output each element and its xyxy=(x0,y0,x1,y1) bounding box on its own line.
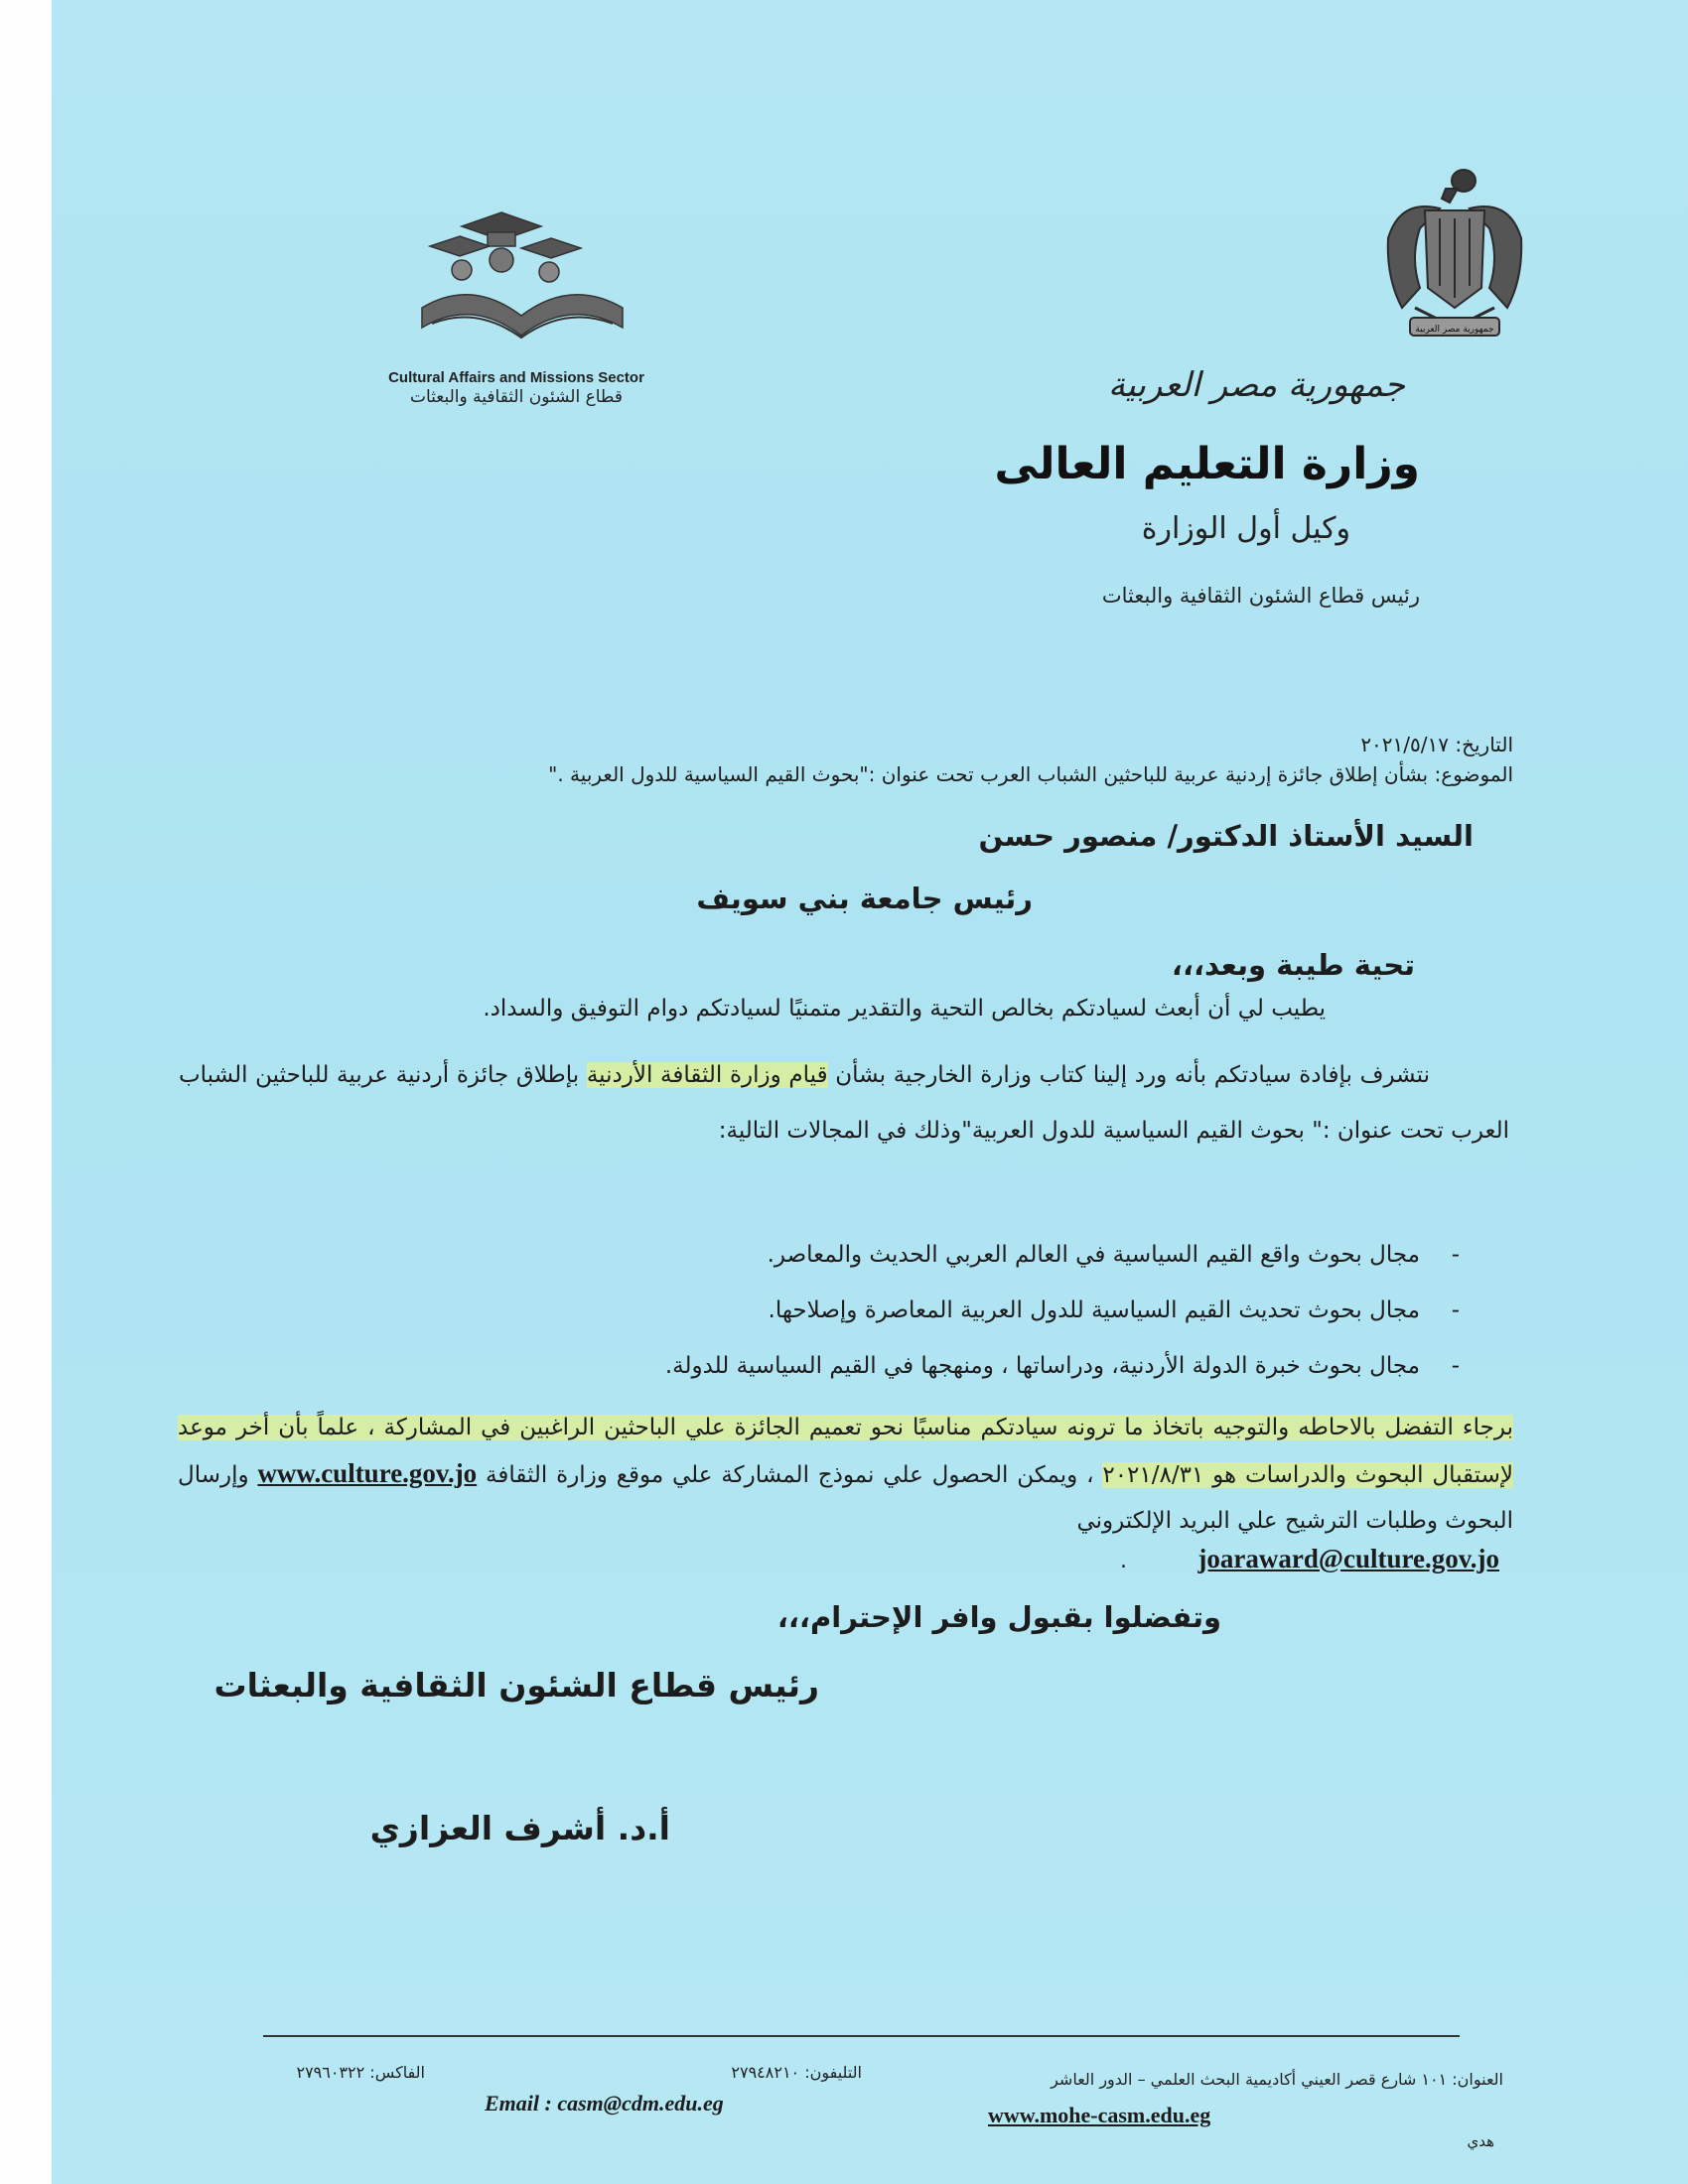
egypt-eagle-emblem-icon xyxy=(1380,159,1529,347)
sector-head-heading: رئيس قطاع الشئون الثقافية والبعثات xyxy=(1101,584,1420,608)
list-item: - مجال بحوث تحديث القيم السياسية للدول العربية المعاصرة وإصلاحها. xyxy=(348,1283,1460,1338)
ministry-heading: وزارة التعليم العالى xyxy=(994,439,1420,489)
republic-heading: جمهورية مصر العربية xyxy=(1107,365,1405,405)
intro-line: يطيب لي أن أبعث لسيادتكم بخالص التحية والتقدير متمنيًا لسيادتكم دوام التوفيق والسداد. xyxy=(483,996,1326,1022)
signature-name: أ.د. أشرف العزازي xyxy=(369,1809,670,1847)
letter-subject: الموضوع: بشأن إطلاق جائزة إردنية عربية للباحثين الشباب العرب تحت عنوان :"بحوث القيم السياسية للدول العربية ." xyxy=(548,762,1513,786)
para1-text-a: نتشرف بإفادة سيادتكم بأنه ورد إلينا كتاب وزارة الخارجية بشأن xyxy=(827,1062,1430,1088)
sector-logo-arabic: قطاع الشئون الثقافية والبعثات xyxy=(409,387,623,407)
footer-address: العنوان: ١٠١ شارع قصر العيني أكاديمية البحث العلمي – الدور العاشر xyxy=(1051,2070,1503,2089)
fields-list xyxy=(348,1227,1460,1394)
list-item: - مجال بحوث واقع القيم السياسية في العالم العربي الحديث والمعاصر. xyxy=(348,1227,1460,1283)
body-paragraph-1 xyxy=(179,1047,1509,1159)
para1-text-b: بإطلاق جائزة أردنية عربية للباحثين الشباب العرب تحت عنوان :" بحوث القيم السياسية للدول العربية"وذلك في المجالات التالية: xyxy=(179,1062,1509,1144)
email-period: . xyxy=(1120,1549,1127,1573)
para2-highlight: برجاء التفضل بالاحاطه والتوجيه باتخاذ ما ترونه سيادتكم مناسبًا نحو تعميم الجائزة علي الباحثين الراغبين في المشاركة ، علماً بأن أخر موعد لإستقبال البحوث والدراسات هو ٢٠٢١/٨/٣١ xyxy=(178,1415,1514,1488)
addressee-title: رئيس جامعة بني سويف xyxy=(696,882,1033,915)
list-item: - مجال بحوث خبرة الدولة الأردنية، ودراساتها ، ومنهجها في القيم السياسية للدولة. xyxy=(348,1338,1460,1394)
footer-fax: الفاكس: ٢٧٩٦٠٣٢٢ xyxy=(296,2063,425,2082)
graduation-caps-book-logo-icon xyxy=(402,199,640,367)
award-email-link[interactable]: joaraward@culture.gov.jo xyxy=(1197,1544,1499,1573)
greeting: تحية طيبة وبعد،،، xyxy=(1171,948,1415,982)
body-paragraph-2 xyxy=(178,1405,1513,1544)
letter-date: التاريخ: ٢٠٢١/٥/١٧ xyxy=(1360,733,1513,756)
footer-reference: هدي xyxy=(1467,2132,1494,2150)
addressee-name: السيد الأستاذ الدكتور/ منصور حسن xyxy=(978,819,1474,853)
footer-phone: التليفون: ٢٧٩٤٨٢١٠ xyxy=(731,2063,862,2082)
deputy-heading: وكيل أول الوزارة xyxy=(1141,511,1350,546)
culture-website-link[interactable]: www.culture.gov.jo xyxy=(257,1458,478,1488)
sector-logo-english: Cultural Affairs and Missions Sector xyxy=(388,369,644,386)
closing-line: وتفضلوا بقبول وافر الإحترام،،، xyxy=(776,1600,1221,1634)
footer-website-link[interactable]: www.mohe-casm.edu.eg xyxy=(988,2103,1211,2127)
para1-highlight: قيام وزارة الثقافة الأردنية xyxy=(586,1062,828,1088)
footer-divider xyxy=(263,2035,1460,2037)
para2-text-a: ، ويمكن الحصول علي نموذج المشاركة علي موقع وزارة الثقافة xyxy=(477,1462,1103,1488)
footer-email[interactable]: Email : casm@cdm.edu.eg xyxy=(485,2091,724,2116)
signature-title: رئيس قطاع الشئون الثقافية والبعثات xyxy=(213,1666,819,1705)
para2-text-b: وإرسال البحوث وطلبات الترشيح علي البريد الإلكتروني xyxy=(178,1462,1513,1534)
eagle-caption: جمهورية مصر العربية xyxy=(1415,325,1494,335)
